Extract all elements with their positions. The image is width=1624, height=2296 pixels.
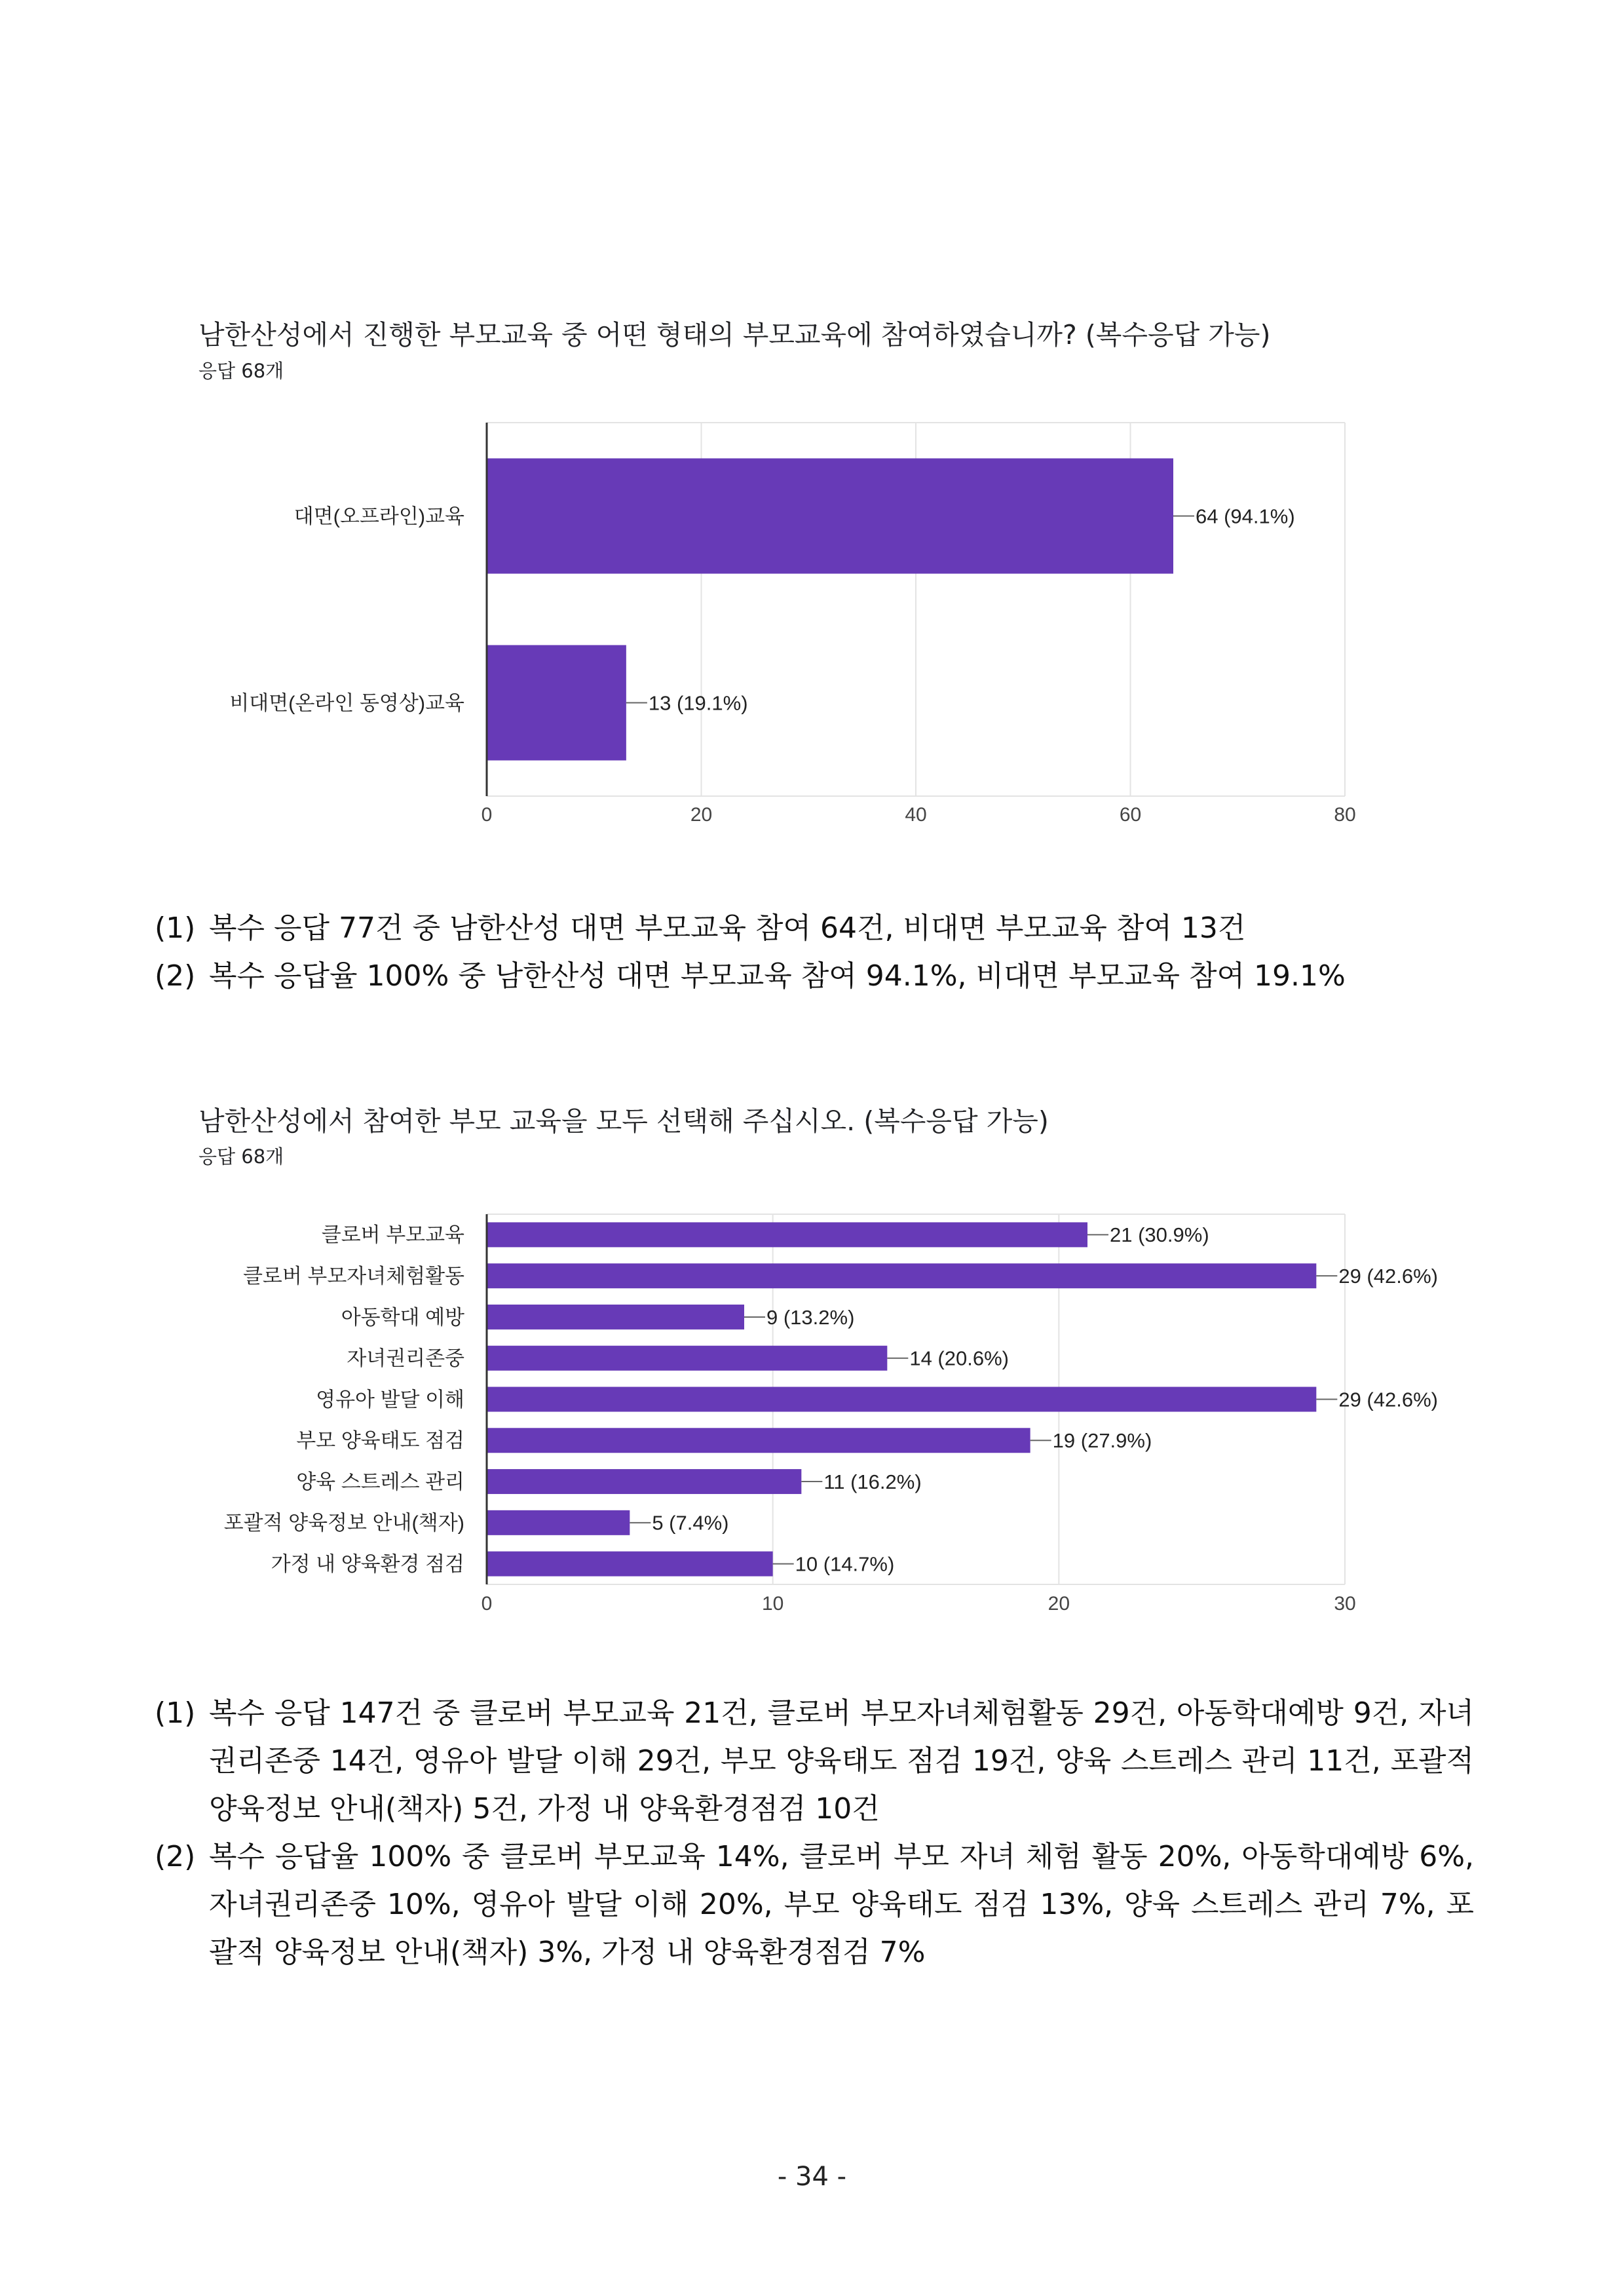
summary-2-line-1 xyxy=(155,1689,1474,1833)
chart2-tick-label: 20 xyxy=(1048,1593,1070,1615)
chart2-bar xyxy=(487,1305,744,1330)
chart2-title: 남한산성에서 참여한 부모 교육을 모두 선택해 주십시오. (복수응답 가능) xyxy=(198,1105,1049,1137)
chart2-bar xyxy=(487,1387,1316,1412)
chart2-category-label: 포괄적 양육정보 안내(책자) xyxy=(223,1511,464,1535)
summary-2-num-1: (1) xyxy=(155,1696,196,1730)
chart1-value-label: 64 (94.1%) xyxy=(1196,505,1295,528)
chart2-bar xyxy=(487,1263,1316,1288)
chart2-category-label: 영유아 발달 이해 xyxy=(316,1388,464,1411)
chart2-bar xyxy=(487,1510,630,1535)
summary-1-num-2: (2) xyxy=(155,959,196,993)
chart2-value-label: 29 (42.6%) xyxy=(1338,1265,1438,1288)
summary-1-text-1: 복수 응답 77건 중 남한산성 대면 부모교육 참여 64건, 비대면 부모교육 참여 13건 xyxy=(209,911,1246,945)
summary-2-text-1: 복수 응답 147건 중 클로버 부모교육 21건, 클로버 부모자녀체험활동 29건, 아동학대예방 9건, 자녀권리존중 14건, 영유아 발달 이해 29건, 부모 양육태도 점검 19건, 양육 스트레스 관리 11건, 포괄적 양육정보 안내(책자) 5건, 가정 내 양육환경점검 10건 xyxy=(209,1696,1474,1826)
chart2-bar xyxy=(487,1222,1087,1247)
chart2-value-label: 11 (16.2%) xyxy=(823,1470,922,1493)
chart1-tick-label: 20 xyxy=(690,804,713,826)
chart1-category-label: 비대면(온라인 동영상)교육 xyxy=(229,691,464,715)
chart2-category-label: 가정 내 양육환경 점검 xyxy=(271,1552,464,1576)
summary-1-num-1: (1) xyxy=(155,911,196,945)
chart2-value-label: 10 (14.7%) xyxy=(795,1552,895,1576)
chart1-tick-label: 40 xyxy=(905,804,927,826)
chart2-bar xyxy=(487,1346,887,1371)
chart2-value-label: 21 (30.9%) xyxy=(1110,1223,1209,1247)
chart1-tick-label: 80 xyxy=(1334,804,1356,826)
chart1-value-label: 13 (19.1%) xyxy=(648,691,748,715)
summary-2 xyxy=(155,1689,1474,1976)
chart2-tick-label: 10 xyxy=(761,1593,784,1615)
chart2-tick-label: 30 xyxy=(1334,1593,1356,1615)
page-number: - 34 - xyxy=(777,2162,847,2192)
chart2-value-label: 19 (27.9%) xyxy=(1052,1429,1152,1453)
chart2-value-label: 9 (13.2%) xyxy=(766,1305,855,1329)
chart2-tick-label: 0 xyxy=(481,1593,493,1615)
summary-2-num-2: (2) xyxy=(155,1840,196,1873)
chart1-category-label: 대면(오프라인)교육 xyxy=(293,505,464,528)
summary-1-text-2: 복수 응답율 100% 중 남한산성 대면 부모교육 참여 94.1%, 비대면 부모교육 참여 19.1% xyxy=(209,959,1346,993)
chart2-bar xyxy=(487,1428,1030,1453)
chart2-value-label: 5 (7.4%) xyxy=(652,1511,729,1535)
chart2-response-count: 응답 68개 xyxy=(198,1145,284,1168)
chart2-bar xyxy=(487,1552,773,1577)
chart1-tick-label: 60 xyxy=(1119,804,1142,826)
chart2-bar xyxy=(487,1469,801,1494)
chart2-category-label: 클로버 부모자녀체험활동 xyxy=(242,1265,464,1288)
chart2-category-label: 아동학대 예방 xyxy=(341,1305,464,1329)
chart1-tick-label: 0 xyxy=(481,804,493,826)
summary-2-text-2: 복수 응답율 100% 중 클로버 부모교육 14%, 클로버 부모 자녀 체험 활동 20%, 아동학대예방 6%, 자녀권리존중 10%, 영유아 발달 이해 20%, 부모 양육태도 점검 13%, 양육 스트레스 관리 7%, 포괄적 양육정보 안내(책자) 3%, 가정 내 양육환경점검 7% xyxy=(209,1840,1474,1969)
chart2-category-label: 클로버 부모교육 xyxy=(321,1223,464,1247)
summary-2-line-2 xyxy=(155,1833,1474,1976)
chart2-category-label: 자녀권리존중 xyxy=(347,1347,464,1370)
chart1-response-count: 응답 68개 xyxy=(198,360,284,382)
chart2-value-label: 14 (20.6%) xyxy=(909,1347,1009,1370)
chart1-title: 남한산성에서 진행한 부모교육 중 어떤 형태의 부모교육에 참여하였습니까? (복수응답 가능) xyxy=(198,319,1271,351)
chart2-category-label: 부모 양육태도 점검 xyxy=(296,1429,464,1453)
chart2-category-label: 양육 스트레스 관리 xyxy=(296,1470,464,1493)
chart2-value-label: 29 (42.6%) xyxy=(1338,1388,1438,1411)
